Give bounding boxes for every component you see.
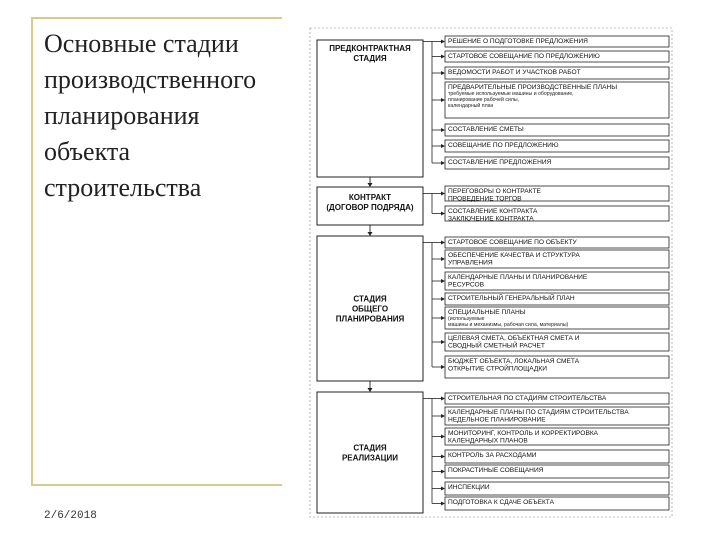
item-arrowhead xyxy=(441,297,445,301)
activity-label: СОВЕЩАНИЕ ПО ПРЕДЛОЖЕНИЮ xyxy=(448,142,559,149)
item-arrowhead xyxy=(441,71,445,75)
item-arrowhead xyxy=(441,128,445,132)
item-arrowhead xyxy=(441,55,445,59)
item-arrowhead xyxy=(441,365,445,369)
item-arrowhead xyxy=(441,397,445,401)
activity-label: ОТКРЫТИЕ СТРОЙПЛОЩАДКИ xyxy=(448,365,547,373)
flow-arrowhead xyxy=(368,183,373,187)
stage-box xyxy=(317,392,423,513)
activity-label: СВОДНЫЙ СМЕТНЫЙ РАСЧЕТ xyxy=(448,342,545,350)
item-arrowhead xyxy=(441,192,445,196)
activity-label: ОБЕСПЕЧЕНИЕ КАЧЕСТВА И СТРУКТУРА xyxy=(448,252,580,259)
flow-arrowhead xyxy=(368,388,373,392)
activity-label: СТРОИТЕЛЬНАЯ ПО СТАДИЯМ СТРОИТЕЛЬСТВА xyxy=(448,395,607,402)
activity-label: КАЛЕНДАРНЫЕ ПЛАНЫ И ПЛАНИРОВАНИЕ xyxy=(448,274,588,281)
item-arrowhead xyxy=(441,470,445,474)
activity-label: СОСТАВЛЕНИЕ СМЕТЫ xyxy=(448,126,524,133)
item-arrowhead xyxy=(441,487,445,491)
item-arrowhead xyxy=(441,414,445,418)
item-arrowhead xyxy=(441,279,445,283)
activity-note: требуемые используемые машины и оборудование, xyxy=(448,91,574,97)
activity-label: ЗАКЛЮЧЕНИЕ КОНТРАКТА xyxy=(448,215,534,223)
item-arrowhead xyxy=(441,144,445,148)
item-arrowhead xyxy=(441,340,445,344)
item-arrowhead xyxy=(441,435,445,439)
activity-label: КАЛЕНДАРНЫХ ПЛАНОВ xyxy=(448,437,528,445)
stage-label: ПРЕДКОНТРАКТНАЯ xyxy=(329,44,411,53)
stage-label: РЕАЛИЗАЦИИ xyxy=(341,453,399,463)
item-arrowhead xyxy=(441,212,445,216)
item-arrowhead xyxy=(441,257,445,261)
activity-label: СТАРТОВОЕ СОВЕЩАНИЕ ПО ПРЕДЛОЖЕНИЮ xyxy=(448,53,600,60)
item-arrowhead xyxy=(441,502,445,506)
item-arrowhead xyxy=(441,98,445,102)
activity-label: ИНСПЕКЦИИ xyxy=(448,484,490,491)
activity-label: СТАРТОВОЕ СОВЕЩАНИЕ ПО ОБЪЕКТУ xyxy=(448,239,577,246)
stage-label: КОНТРАКТ xyxy=(348,193,392,202)
stage-label: СТАДИЯ xyxy=(353,443,387,453)
activity-note: планирование рабочей силы, xyxy=(448,97,520,103)
item-arrowhead xyxy=(441,316,445,320)
stage-label: СТАДИЯ xyxy=(353,294,387,304)
stage-label: СТАДИЯ xyxy=(353,54,387,63)
activity-label: НЕДЕЛЬНОЕ ПЛАНИРОВАНИЕ xyxy=(448,416,546,424)
item-arrowhead xyxy=(441,241,445,245)
activity-label: ПРЕДВАРИТЕЛЬНЫЕ ПРОИЗВОДСТВЕННЫЕ ПЛАНЫ xyxy=(448,84,618,91)
stage-label: ПЛАНИРОВАНИЯ xyxy=(335,314,405,324)
activity-label: СОСТАВЛЕНИЕ КОНТРАКТА xyxy=(448,208,538,215)
activity-label: РЕСУРСОВ xyxy=(448,281,484,289)
activity-label: КОНТРОЛЬ ЗА РАСХОДАМИ xyxy=(448,452,537,459)
activity-note: календарный план xyxy=(448,103,494,109)
activity-label: ЦЕЛЕВАЯ СМЕТА, ОБЪЕКТНАЯ СМЕТА И xyxy=(448,335,580,342)
activity-label: РЕШЕНИЕ О ПОДГОТОВКЕ ПРЕДЛОЖЕНИЯ xyxy=(448,38,588,45)
activity-label: СПЕЦИАЛЬНЫЕ ПЛАНЫ xyxy=(448,309,526,316)
activity-label: БЮДЖЕТ ОБЪЕКТА, ЛОКАЛЬНАЯ СМЕТА xyxy=(448,358,580,365)
activity-label: КАЛЕНДАРНЫЕ ПЛАНЫ ПО СТАДИЯМ СТРОИТЕЛЬСТВА xyxy=(448,409,629,416)
activity-label: ПЕРЕГОВОРЫ О КОНТРАКТЕ xyxy=(448,188,541,195)
activity-note: машины и механизмы, рабочая сила, материалы) xyxy=(448,322,569,328)
item-arrowhead xyxy=(441,40,445,44)
item-arrowhead xyxy=(441,455,445,459)
stage-label: ОБЩЕГО xyxy=(351,304,389,314)
slide-title: Основные стадии производственного планирования объекта строительства xyxy=(44,29,257,202)
slide-date: 2/6/2018 xyxy=(44,510,97,522)
activity-label: ПРОВЕДЕНИЕ ТОРГОВ xyxy=(448,195,522,203)
activity-label: ПОДГОТОВКА К СДАЧЕ ОБЪЕКТА xyxy=(448,499,555,506)
activity-label: СТРОИТЕЛЬНЫЙ ГЕНЕРАЛЬНЫЙ ПЛАН xyxy=(448,295,575,302)
activity-note: (используемые xyxy=(448,316,485,322)
activity-label: УПРАВЛЕНИЯ xyxy=(448,259,493,267)
activity-label: СОСТАВЛЕНИЕ ПРЕДЛОЖЕНИЯ xyxy=(448,159,552,166)
flow-arrowhead xyxy=(368,232,373,236)
activity-label: ПОКРАСТИНЫЕ СОВЕЩАНИЯ xyxy=(448,467,544,474)
stage-label: (ДОГОВОР ПОДРЯДА) xyxy=(326,203,414,212)
item-arrowhead xyxy=(441,161,445,165)
activity-label: МОНИТОРИНГ, КОНТРОЛЬ И КОРРЕКТИРОВКА xyxy=(448,430,599,437)
activity-label: ВЕДОМОСТИ РАБОТ И УЧАСТКОВ РАБОТ xyxy=(448,69,581,76)
